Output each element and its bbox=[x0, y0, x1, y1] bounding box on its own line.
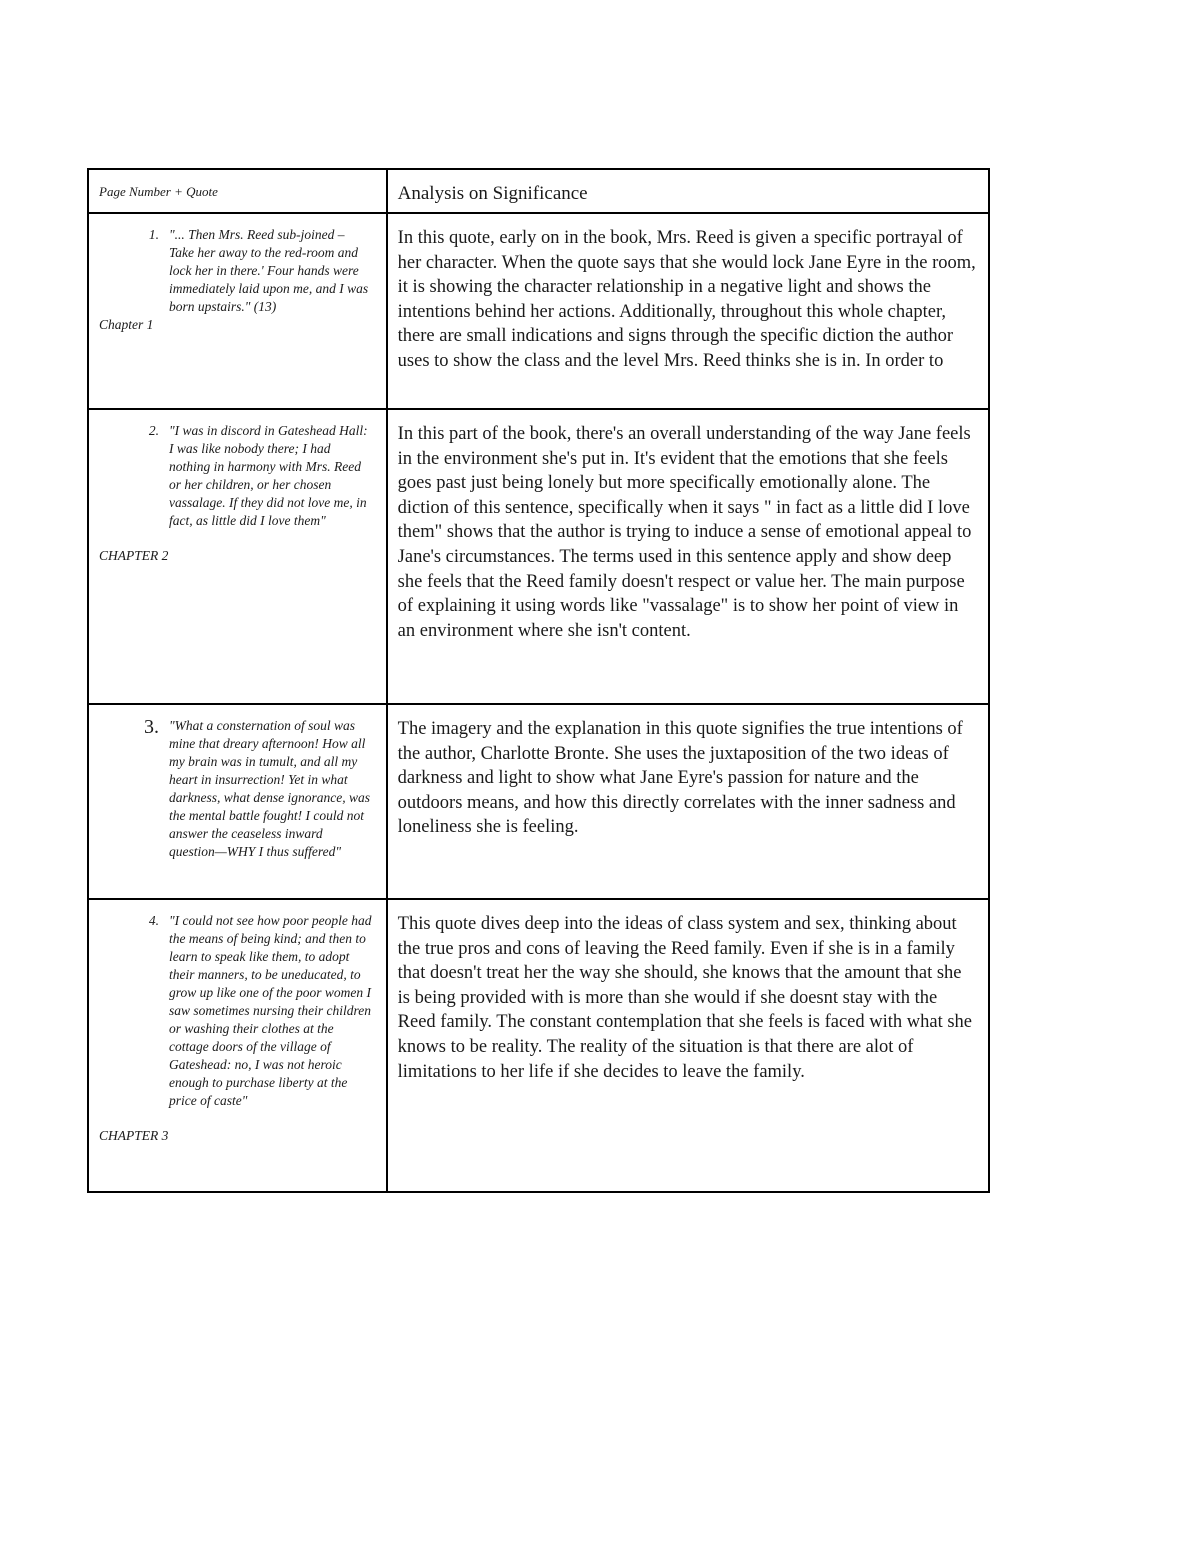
quote-number: 4. bbox=[148, 913, 159, 928]
table-row bbox=[88, 899, 989, 1192]
analysis-text: This quote dives deep into the ideas of class system and sex, thinking about the true pros and cons of leaving the Reed family. Even if she is in a family that doesn't treat her the way she should, she knows that the amount that she is being provided with is more than she would if she doesnt stay with the Reed family. The constant contemplation that she feels is faced with what she knows to be reality. The reality of the situation is that there are alot of limitations to her life if she decides to leave the family. bbox=[397, 914, 973, 1082]
quote-number: 3. bbox=[144, 716, 159, 738]
quote-text: "I could not see how poor people had the means of being kind; and then to learn to speak like them, to adopt their manners, to be uneducated, to grow up like one of the poor women I saw sometimes nursing their children or washing their clothes at the cottage doors of the village of Gateshead: no, I was not heroic enough to purchase liberty at the price of caste" bbox=[169, 913, 372, 1108]
header-quote-column: Page Number + Quote bbox=[88, 169, 387, 213]
quote-text: "I was in discord in Gateshead Hall: I was like nobody there; I had nothing in harmony with Mrs. Reed or her children, or her chosen vassalage. If they did not love me, in fact, as little did I love them" bbox=[169, 423, 368, 528]
analysis-text: In this quote, early on in the book, Mrs. Reed is given a specific portrayal of her character. When the quote says that she would lock Jane Eyre in the room, it is showing the character relationship in a negative light and shows the intentions behind her actions. Additionally, throughout this whole chapter, there are small indications and signs through the specific diction the author uses to show the class and the level Mrs. Reed thinks she is in. In order to bbox=[397, 228, 976, 371]
quote-number: 2. bbox=[148, 423, 159, 438]
quote-cell bbox=[88, 899, 387, 1192]
quote-text: "What a consternation of soul was mine that dreary afternoon! How all my brain was in tumult, and all my heart in insurrection! Yet in what darkness, what dense ignorance, was the mental battle fought! I could not answer the ceaseless inward question—WHY I thus suffered" bbox=[169, 718, 370, 859]
header-analysis-column: Analysis on Significance bbox=[387, 169, 989, 213]
analysis-text: In this part of the book, there's an overall understanding of the way Jane feels in the environment she's put in. It's evident that the emotions that she feels goes past just being lonely but more specifically emotionally alone. The diction of this sentence, specifically when it says " in fact as a little did I love them" shows that the author is trying to induce a sense of emotional appeal to Jane's circumstances. The terms used in this sentence apply and show deep she feels that the Reed family doesn't respect or value her. The main purpose of explaining it using words like "vassalage" is to show her point of view in an environment where she isn't content. bbox=[397, 424, 972, 641]
quote-cell bbox=[88, 409, 387, 704]
table-row bbox=[88, 213, 989, 409]
quote-analysis-table bbox=[87, 168, 990, 1193]
quote-text: "... Then Mrs. Reed sub-joined – Take her away to the red-room and lock her in there.' Four hands were immediately laid upon me, and I was born upstairs." (13) bbox=[169, 227, 369, 314]
analysis-cell bbox=[387, 409, 989, 704]
analysis-text: The imagery and the explanation in this quote signifies the true intentions of the author, Charlotte Bronte. She uses the juxtaposition of the two ideas of darkness and light to show what Jane Eyre's passion for nature and the outdoors means, and how this directly correlates with the inner sadness and loneliness she is feeling. bbox=[397, 719, 963, 838]
quote-cell bbox=[88, 213, 387, 409]
chapter-label: CHAPTER 2 bbox=[99, 548, 169, 563]
header-row bbox=[88, 169, 989, 213]
analysis-cell bbox=[387, 899, 989, 1192]
chapter-label: Chapter 1 bbox=[99, 317, 154, 332]
quote-number: 1. bbox=[148, 227, 159, 242]
analysis-cell bbox=[387, 704, 989, 899]
analysis-cell bbox=[387, 213, 989, 409]
chapter-label: CHAPTER 3 bbox=[99, 1128, 169, 1143]
table-row bbox=[88, 704, 989, 899]
table-row bbox=[88, 409, 989, 704]
quote-cell bbox=[88, 704, 387, 899]
